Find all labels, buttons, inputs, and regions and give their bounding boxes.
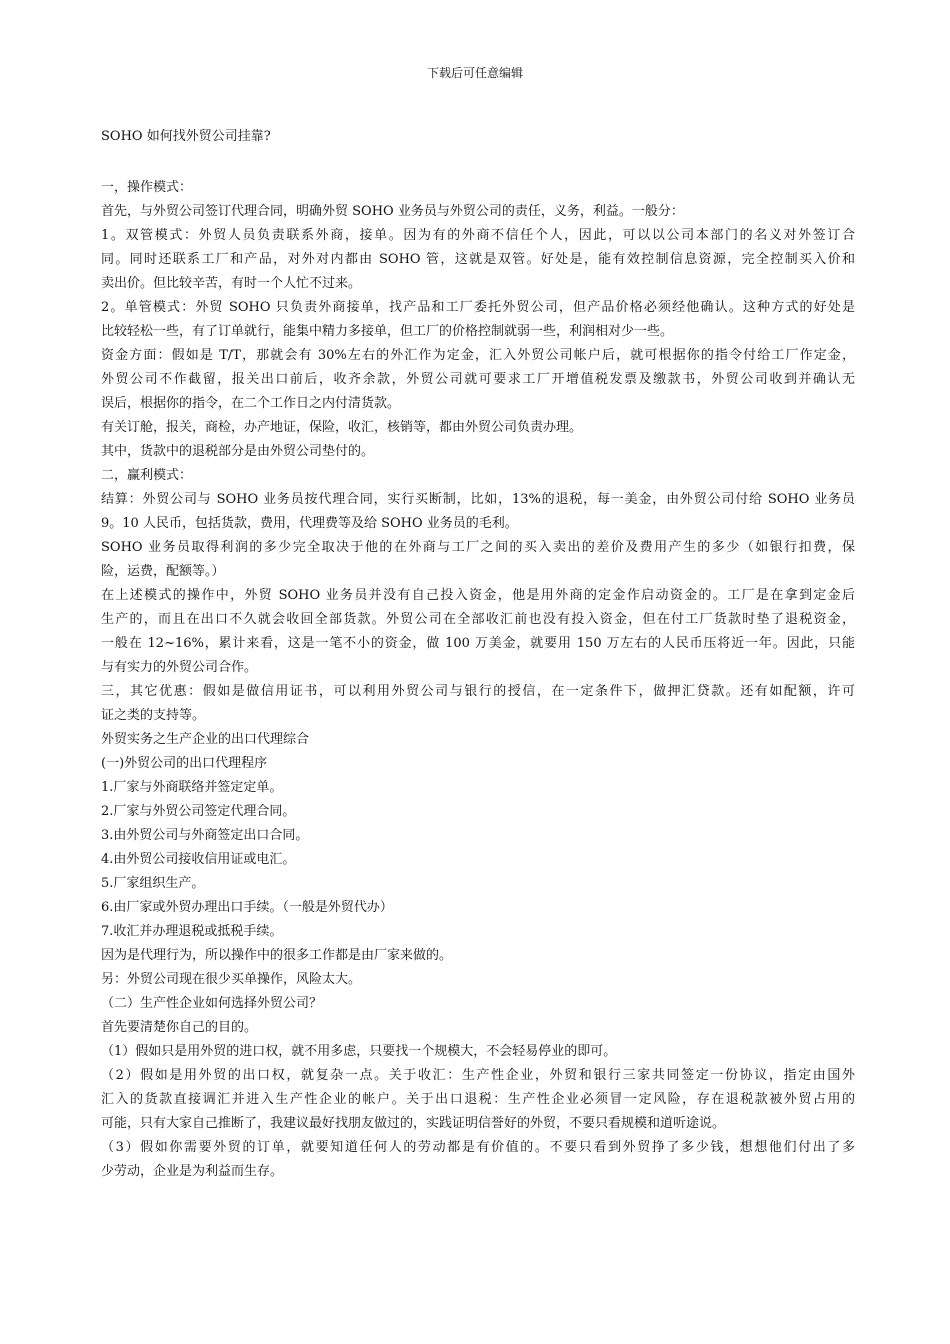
body-line: 5.厂家组织生产。	[101, 876, 205, 891]
body-line: （二）生产性企业如何选择外贸公司？	[101, 996, 323, 1011]
body-line: 在上述模式的操作中，外贸 SOHO 业务员并没有自己投入资金，他是用外商的定金作启动资金的。工厂是在拿到定金后	[101, 588, 855, 603]
document-title: SOHO 如何找外贸公司挂靠?	[101, 129, 271, 144]
body-line: 一，操作模式：	[101, 180, 193, 195]
body-line: 有关订舱，报关，商检，办产地证，保险，收汇，核销等，都由外贸公司负责办理。	[101, 420, 583, 435]
body-line: 因为是代理行为，所以操作中的很多工作都是由厂家来做的。	[101, 948, 453, 963]
body-line: 证之类的支持等。	[101, 708, 206, 723]
body-line: 外贸公司不作截留，报关出口前后，收齐余款，外贸公司就可要求工厂开增值税发票及缴款书，外贸公司收到并确认无	[101, 372, 855, 387]
body-line: 与有实力的外贸公司合作。	[101, 660, 258, 675]
body-line: 险，运费，配额等。）	[101, 564, 225, 579]
body-line: 一般在 12~16%，累计来看，这是一笔不小的资金，做 100 万美金，就要用 150 万左右的人民币压将近一年。因此，只能	[101, 636, 855, 651]
body-line: 结算：外贸公司与 SOHO 业务员按代理合同，实行买断制，比如，13%的退税，每一美金，由外贸公司付给 SOHO 业务员	[101, 492, 855, 507]
body-line: 生产的，而且在出口不久就会收回全部货款。外贸公司在全部收汇前也没有投入资金，但在付工厂货款时垫了退税资金，	[101, 612, 855, 627]
page-header: 下载后可任意编辑	[426, 66, 523, 80]
body-line: 同。同时还联系工厂和产品，对外对内都由 SOHO 管，这就是双管。好处是，能有效控制信息资源，完全控制买入价和	[101, 252, 855, 267]
document-body	[101, 176, 855, 1184]
body-line: 1。双管模式：外贸人员负责联系外商，接单。因为有的外商不信任个人，因此，可以以公司本部门的名义对外签订合	[101, 228, 855, 243]
body-line: 卖出价。但比较辛苦，有时一个人忙不过来。	[101, 276, 362, 291]
body-line: SOHO 业务员取得利润的多少完全取决于他的在外商与工厂之间的买入卖出的差价及费用产生的多少（如银行扣费，保	[101, 540, 855, 555]
body-line: 汇入的货款直接调汇并进入生产性企业的帐户。关于出口退税：生产性企业必须冒一定风险，存在退税款被外贸占用的	[101, 1092, 855, 1107]
body-line: （3）假如你需要外贸的订单，就要知道任何人的劳动都是有价值的。不要只看到外贸挣了多少钱，想想他们付出了多	[101, 1140, 855, 1155]
body-line: 另：外贸公司现在很少买单操作，风险太大。	[101, 972, 362, 987]
body-line: 其中，货款中的退税部分是由外贸公司垫付的。	[101, 444, 375, 459]
body-line: 资金方面：假如是 T/T，那就会有 30%左右的外汇作为定金，汇入外贸公司帐户后，就可根据你的指令付给工厂作定金，	[101, 348, 855, 363]
body-line: 二，赢利模式：	[101, 468, 193, 483]
body-line: 首先要清楚你自己的目的。	[101, 1020, 258, 1035]
body-line: 三，其它优惠：假如是做信用证书，可以利用外贸公司与银行的授信，在一定条件下，做押汇贷款。还有如配额，许可	[101, 684, 855, 699]
body-line: 3.由外贸公司与外商签定出口合同。	[101, 828, 309, 843]
body-line: 比较轻松一些，有了订单就行，能集中精力多接单，但工厂的价格控制就弱一些，利润相对少一些。	[101, 324, 674, 339]
body-line: 1.厂家与外商联络并签定定单。	[101, 780, 283, 795]
body-line: 首先，与外贸公司签订代理合同，明确外贸 SOHO 业务员与外贸公司的责任，义务，利益。一般分：	[101, 204, 684, 219]
body-line: 可能，只有大家自己推断了，我建议最好找朋友做过的，实践证明信誉好的外贸，不要只看规模和道听途说。	[101, 1116, 726, 1131]
body-line: 2。单管模式：外贸 SOHO 只负责外商接单，找产品和工厂委托外贸公司，但产品价格必须经他确认。这种方式的好处是	[101, 300, 855, 315]
body-line: 少劳动，企业是为利益而生存。	[101, 1164, 284, 1179]
body-line: 外贸实务之生产企业的出口代理综合	[101, 732, 310, 747]
body-line: (一)外贸公司的出口代理程序	[101, 756, 268, 771]
body-line: 2.厂家与外贸公司签定代理合同。	[101, 804, 296, 819]
body-line: 误后，根据你的指令，在二个工作日之内付清货款。	[101, 396, 401, 411]
body-line: 6.由厂家或外贸办理出口手续。（一般是外贸代办）	[101, 900, 393, 915]
body-line: 7.收汇并办理退税或抵税手续。	[101, 924, 283, 939]
body-line: （2）假如是用外贸的出口权，就复杂一点。关于收汇：生产性企业，外贸和银行三家共同签定一份协议，指定由国外	[101, 1068, 855, 1083]
body-line: 4.由外贸公司接收信用证或电汇。	[101, 852, 296, 867]
body-line: （1）假如只是用外贸的进口权，就不用多虑，只要找一个规模大，不会轻易停业的即可。	[101, 1044, 617, 1059]
body-line: 9。10 人民币，包括货款，费用，代理费等及给 SOHO 业务员的毛利。	[101, 516, 518, 531]
